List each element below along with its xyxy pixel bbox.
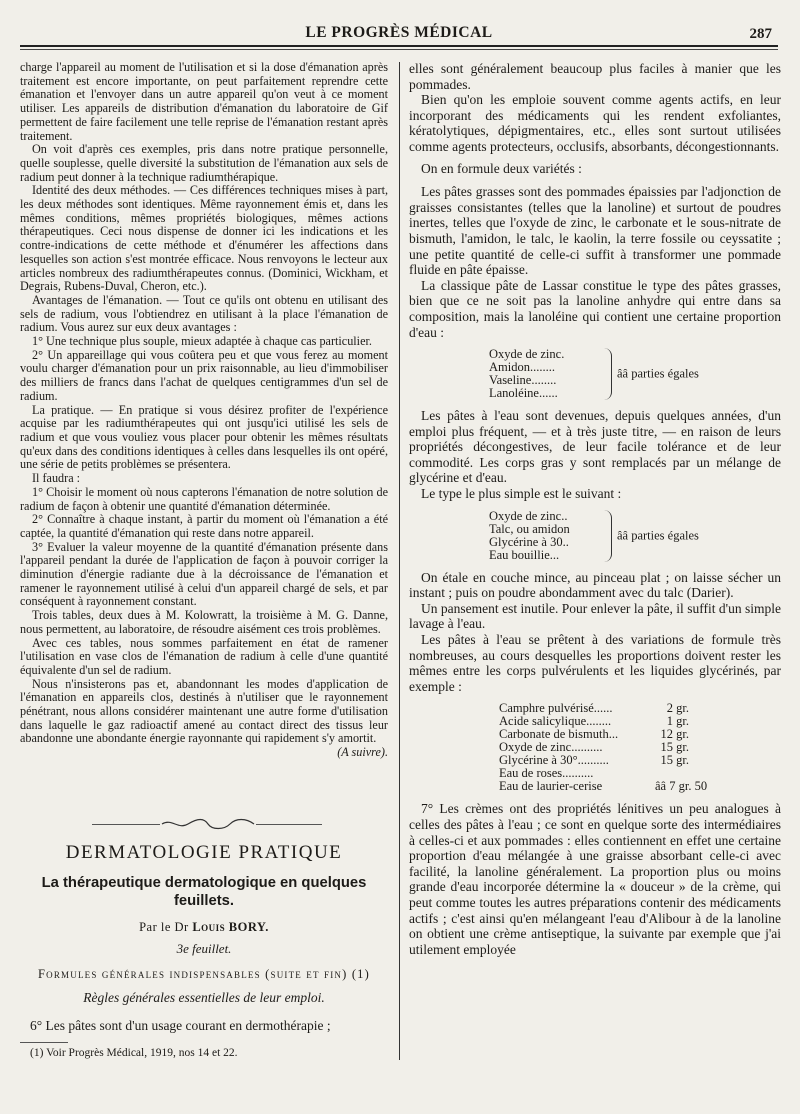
author-name: Louis BORY. [192,920,269,934]
paragraph: Un pansement est inutile. Pour enlever la pâte, il suffit d'un simple lavage à l'eau. [409,600,781,632]
recipe-item: Acide salicylique........ [499,715,612,729]
recipe-amount: 2 gr. [666,701,689,716]
subheading-italic: Règles générales essentielles de leur emploi. [83,990,325,1005]
recipe-amount: 1 gr. [666,714,689,729]
recipe-note: ââ parties égales [617,366,699,381]
paragraph: 7° Les crèmes ont des propriétés lénitives un peu analogues à celles des pâtes à l'eau ; ce sont en quelque sorte des intermédiaires à celles-ci et aux pommades : elles contiennent en effet une certaine proportion d'eau mélangée à une graisse absorbant celle-ci avec facilité, la lanoline généralement. La proportion plus ou moins grande d'eau incorporée détermine la « douceur » de la crème, qui peut comme toutes les autres préparations contenir des médicaments actifs ; c'est ainsi qu'en mélangeant l'eau d'Alibour à de la lanoline on obtient une crème antiseptique, la suivante par exemple que j'ai utilement employée [409,801,781,957]
paragraph: Trois tables, deux dues à M. Kolowratt, la troisième à M. G. Danne, nous permettent, au laboratoire, de résoudre aisément ces trois problèmes. [20,608,388,636]
paragraph: 2° Un appareillage qui vous coûtera peu et que vous ferez au moment voulu charger d'émanation pour un prix raisonnable, au lieu d'immobiliser des milliers de francs dans l'achat de quelques centigrammes d'un sel de radium. [20,347,388,403]
article-title: La thérapeutique dermatologique en quelques feuillets. [41,875,367,909]
recipe-item: Oxyde de zinc. [489,348,565,362]
right-column [409,61,781,1061]
paragraph: Les pâtes à l'eau sont devenues, depuis quelques années, d'un emploi plus fréquent, — et à très juste titre, — en raison de leurs propriétés décongestives, de leur facile tolérance et de leur commodité. Les corps gras y sont remplacés par un mélange de glycérine et d'eau. [409,408,781,486]
recipe-item: Eau de roses.......... [499,767,594,781]
recipe-item: Amidon........ [489,361,555,375]
paragraph: Avec ces tables, nous sommes parfaitement en état de ramener l'utilisation en vase clos de l'émanation de radium à celle d'une quantité équivalente d'un sel de radium. [20,635,388,677]
paragraph: 6° Les pâtes sont d'un usage courant en dermothérapie ; [30,1018,331,1033]
paragraph: On voit d'après ces exemples, pris dans notre pratique personnelle, quelle souplesse, quelle diversité la substitution de l'émanation aux sels de radium peut donner à la technique radiumthérapique. [20,142,388,184]
brace [601,348,612,400]
recipe-item: Oxyde de zinc.......... [499,741,603,755]
recipe-item: Vaseline........ [489,374,557,388]
ornament-rule-left [92,824,160,825]
recipe-amount: ââ 7 gr. 50 [655,779,708,794]
subheading: Formules générales indispensables (suite et fin) (1) [37,967,370,981]
ornament-flourish-icon [160,818,256,830]
ornament-rule-right [256,824,322,825]
brace [601,510,612,562]
recipe-amount: 15 gr. [660,740,689,755]
recipe-item: Glycérine à 30°.......... [499,754,609,768]
paragraph: Avantages de l'émanation. — Tout ce qu'ils ont obtenu en utilisant des sels de radium, vous l'obtiendrez en utilisant à la place l'émanation de radium. Vous aurez sur eux deux avantages : [20,292,388,335]
recipe-note: ââ parties égales [617,528,699,543]
recipe-item: Oxyde de zinc.. [489,509,568,523]
byline-prefix: Par le Dr [139,920,189,934]
part-label: 3e feuillet. [176,941,232,956]
recipe-camphor [499,702,781,793]
left-column [20,61,388,801]
recipe-item: Glycérine à 30.. [489,535,569,549]
paragraph: elles sont généralement beaucoup plus faciles à manier que les pommades. [409,61,781,92]
paragraph: Il faudra : [32,471,81,486]
byline [20,920,388,935]
header-rule-thin [20,49,778,50]
running-header [20,22,778,44]
paragraph: 2° Connaître à chaque instant, à partir du moment où l'émanation a été captée, la quantité d'émanation qui reste dans notre appareil. [20,512,388,540]
paragraph: Le type le plus simple est le suivant : [421,486,622,502]
journal-title: LE PROGRÈS MÉDICAL [305,24,493,41]
recipe-pate-eau [489,510,781,562]
column-divider [399,62,400,1060]
paragraph: charge l'appareil au moment de l'utilisation et si la dose d'émanation après traitement est encore importante, on peut parfaitement reprendre cette émanation et l'envoyer dans un autre appareil qu'on veut à ce moment utiliser. Les appareils de distribution d'émanation du laboratoire de Gif permettent de faire facilement une telle reprise de l'émanation restant après traitement. [20,61,388,143]
paragraph: Nous n'insisterons pas et, abandonnant les modes d'application de l'émanation en appareils clos, destinés à n'utiliser que le rayonnement pénétrant, nous allons considérer maintenant une autre forme d'utilisation dans laquelle le gaz radioactif amené au contact direct des tissus leur abandonne une abondante énergie rayonnante qui rapidement s'y amortit. [20,676,388,746]
section-title: DERMATOLOGIE PRATIQUE [65,842,343,863]
page-number: 287 [749,26,772,42]
article-heading-block [20,838,388,1034]
recipe-lassar [489,348,781,400]
recipe-amount: 12 gr. [660,727,689,742]
recipe-amount: 15 gr. [660,753,689,768]
paragraph: Les pâtes à l'eau se prêtent à des variations de formule très nombreuses, au cours desquelles les proportions doivent rester les mêmes entre les corps pulvérulents et les liquides glycérinés, par exemple : [409,632,781,694]
recipe-item: Carbonate de bismuth... [499,728,619,742]
paragraph: On en formule deux variétés : [421,160,582,176]
recipe-item: Camphre pulvérisé...... [499,702,613,716]
footnote: (1) Voir Progrès Médical, 1919, nos 14 et 22. [30,1047,238,1059]
paragraph: 3° Evaluer la valeur moyenne de la quantité d'émanation présente dans l'appareil pendant la durée de l'application de façon à pouvoir corriger la diminution d'énergie radiante due à la décroissance de l'émanation et ramener le rayonnement utilisé à celui d'un appareil chargé de sels, et par conséquent à rayonnement constant. [20,539,388,609]
paragraph: La classique pâte de Lassar constitue le type des pâtes grasses, bien que ce ne soit pas la lanoline anhydre qui entre dans sa composition, mais la lanoléine qui contient une certaine proportion d'eau : [409,277,781,340]
recipe-item: Talc, ou amidon [489,522,570,536]
to-be-continued: (A suivre). [337,745,388,760]
paragraph: Identité des deux méthodes. — Ces différences techniques mises à part, les deux méthodes sont identiques. Même rayonnement émis et, dans les mêmes conditions, mêmes propriétés biologiques, mêmes actions thérapeutiques. Ceci nous dispense de donner ici les indications et les contre-indications de cette méthode et d'énumérer les affections dans lesquelles son action s'est montrée efficace. Nous renvoyons le lecteur aux articles nombreux des radiumthérapeutes connus. (Dominici, Wickham, et Degrais, Rubens-Duval, Cheron, etc.). [20,183,388,294]
recipe-item: Lanoléine...... [489,387,558,401]
paragraph: Les pâtes grasses sont des pommades épaissies par l'adjonction de graisses consistantes (telles que la lanoline) et surtout de poudres inertes, telles que l'oxyde de zinc, le carbonate et le sous-nitrate de bismuth, l'amidon, le talc, le kaolin, la terre fossile ou ceyssatite ; une petite quantité de celle-ci suffit à transformer une pommade fluide en pâte épaisse. [409,184,781,278]
paragraph: 1° Choisir le moment où nous capterons l'émanation de notre solution de radium de façon à obtenir une quantité d'émanation déterminée. [20,484,388,513]
paragraph: La pratique. — En pratique si vous désirez profiter de l'expérience acquise par les radiumthérapeutes qui ont jusqu'ici utilisé les sels de radium et que vous vouliez vous placer pour obtenir les mêmes résultats qu'eux dans des conditions identiques à celles dans lesquelles ils ont opéré, une série de petits problèmes se présentera. [20,402,388,472]
header-rule [20,45,778,47]
footnote-rule [20,1042,68,1043]
paragraph: 1° Une technique plus souple, mieux adaptée à chaque cas particulier. [32,334,372,349]
paragraph: Bien qu'on les emploie souvent comme agents actifs, en leur incorporant des médicaments qui les rendent exfoliantes, kératolytiques, dépigmentaires, etc., elles sont surtout utilisées comme agents protecteurs, occlusifs, absorbants, décongestionnants. [409,92,781,154]
recipe-item: Eau bouillie... [489,548,560,562]
recipe-item: Eau de laurier-cerise [499,780,603,794]
paragraph: On étale en couche mince, au pinceau plat ; on laisse sécher un instant ; puis on poudre abondamment avec du talc (Darier). [409,569,781,601]
